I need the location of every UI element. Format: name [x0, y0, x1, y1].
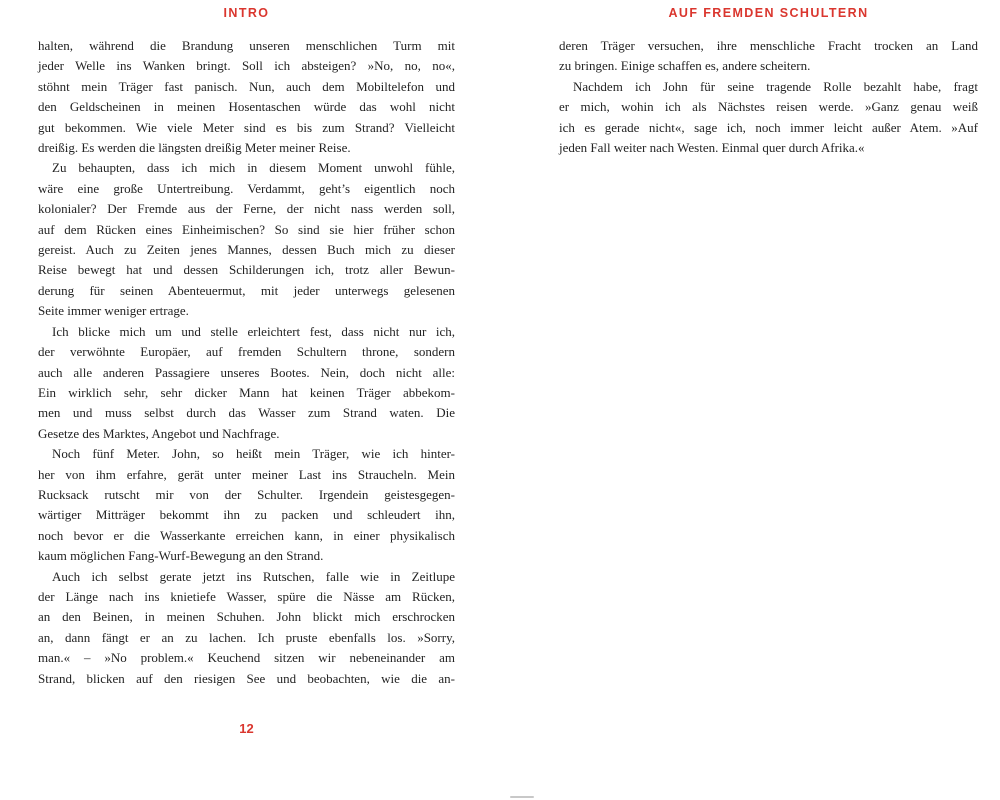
text-line: man.« – »No problem.« Keuchend sitzen wir nebeneinander am [38, 650, 455, 666]
text-line: Ich blicke mich um und stelle erleichtert fest, dass nicht nur ich, [52, 323, 455, 339]
left-page-number: 12 [239, 721, 254, 736]
text-line: an den Beinen, in meinen Schuhen. John blickt mich erschrocken [38, 609, 455, 625]
paragraph [559, 36, 978, 77]
text-line: der Länge nach ins knietiefe Wasser, spüre die Nässe am Rücken, [38, 588, 455, 604]
left-page [38, 0, 455, 800]
text-line: gut bekommen. Wie viele Meter sind es bis zum Strand? Vielleicht [38, 119, 455, 135]
right-page-text [559, 36, 978, 158]
text-line: stöhnt mein Träger fast panisch. Nun, auch dem Mobiltelefon und [38, 78, 455, 94]
left-running-header: INTRO [223, 6, 270, 20]
text-line: dreißig. Es werden die längsten dreißig Meter meiner Reise. [38, 140, 351, 156]
text-line: zu bringen. Einige schaffen es, andere scheitern. [559, 58, 811, 74]
bottom-handle[interactable] [510, 796, 534, 798]
text-line: jeden Fall weiter nach Westen. Einmal quer durch Afrika.« [559, 140, 865, 156]
text-line: Auch ich selbst gerate jetzt ins Rutschen, falle wie in Zeitlupe [52, 568, 455, 584]
right-running-header: AUF FREMDEN SCHULTERN [668, 6, 869, 20]
text-line: wäre eine große Untertreibung. Verdammt, geht’s eigentlich noch [38, 180, 455, 196]
text-line: halten, während die Brandung unseren menschlichen Turm mit [38, 38, 455, 53]
text-line: Nachdem ich John für seine tragende Rolle bezahlt habe, fragt [573, 78, 978, 94]
left-page-text [38, 36, 455, 689]
text-line: deren Träger versuchen, ihre menschliche Fracht trocken an Land [559, 38, 978, 53]
text-line: noch bevor er die Wasserkante erreichen kann, in einer physikalisch [38, 527, 455, 543]
text-line: gereist. Auch zu Zeiten jenes Mannes, dessen Buch mich zu dieser [38, 242, 455, 258]
text-line: ich es gerade nicht«, sage ich, noch immer leicht außer Atem. »Auf [559, 119, 978, 135]
text-line: Zu behaupten, dass ich mich in diesem Moment unwohl fühle, [52, 160, 455, 176]
text-line: an, dann fängt er an zu lachen. Ich pruste ebenfalls los. »Sorry, [38, 629, 455, 645]
paragraph [38, 444, 455, 566]
text-line: kolonialer? Der Fremde aus der Ferne, der nicht nass werden soll, [38, 201, 455, 217]
text-line: Gesetze des Marktes, Angebot und Nachfrage. [38, 425, 280, 441]
text-line: her von ihm erfahre, gerät unter meiner Last ins Straucheln. Mein [38, 466, 455, 482]
text-line: wärtiger Mitträger bekommt ihn zu packen und schleudert ihn, [38, 507, 455, 523]
paragraph [38, 322, 455, 444]
text-line: jeder Welle ins Wanken bringt. Soll ich absteigen? »No, no, no«, [38, 58, 455, 74]
text-line: Seite immer weniger ertrage. [38, 303, 189, 319]
text-line: auf dem Rücken eines Einheimischen? So sind sie hier früher schon [38, 221, 455, 237]
text-line: Strand, blicken auf den riesigen See und beobachten, wie die an- [38, 670, 455, 686]
right-page [559, 0, 978, 800]
text-line: der verwöhnte Europäer, auf fremden Schultern throne, sondern [38, 344, 455, 360]
text-line: men und muss selbst durch das Wasser zum Strand waten. Die [38, 405, 455, 421]
text-line: den Geldscheinen in meinen Hosentaschen würde das wohl nicht [38, 99, 455, 115]
text-line: er mich, wohin ich als Nächstes reisen werde. »Ganz genau weiß [559, 99, 978, 115]
text-line: Noch fünf Meter. John, so heißt mein Träger, wie ich hinter- [52, 446, 455, 462]
paragraph [38, 36, 455, 158]
text-line: Reise bewegt hat und dessen Schilderungen ich, trotz aller Bewun- [38, 262, 455, 278]
text-line: derung für seinen Abenteuermut, mit jeder unterwegs gelesenen [38, 282, 455, 298]
text-line: Rucksack rutscht mir von der Schulter. Irgendein geistesgegen- [38, 486, 455, 502]
paragraph [38, 158, 455, 321]
text-line: Ein wirklich sehr, sehr dicker Mann hat keinen Träger abbekom- [38, 384, 455, 400]
text-line: auch alle anderen Passagiere unseres Bootes. Nein, doch nicht alle: [38, 364, 455, 380]
text-line: kaum möglichen Fang-Wurf-Bewegung an den Strand. [38, 548, 324, 564]
paragraph [38, 567, 455, 689]
paragraph [559, 77, 978, 159]
